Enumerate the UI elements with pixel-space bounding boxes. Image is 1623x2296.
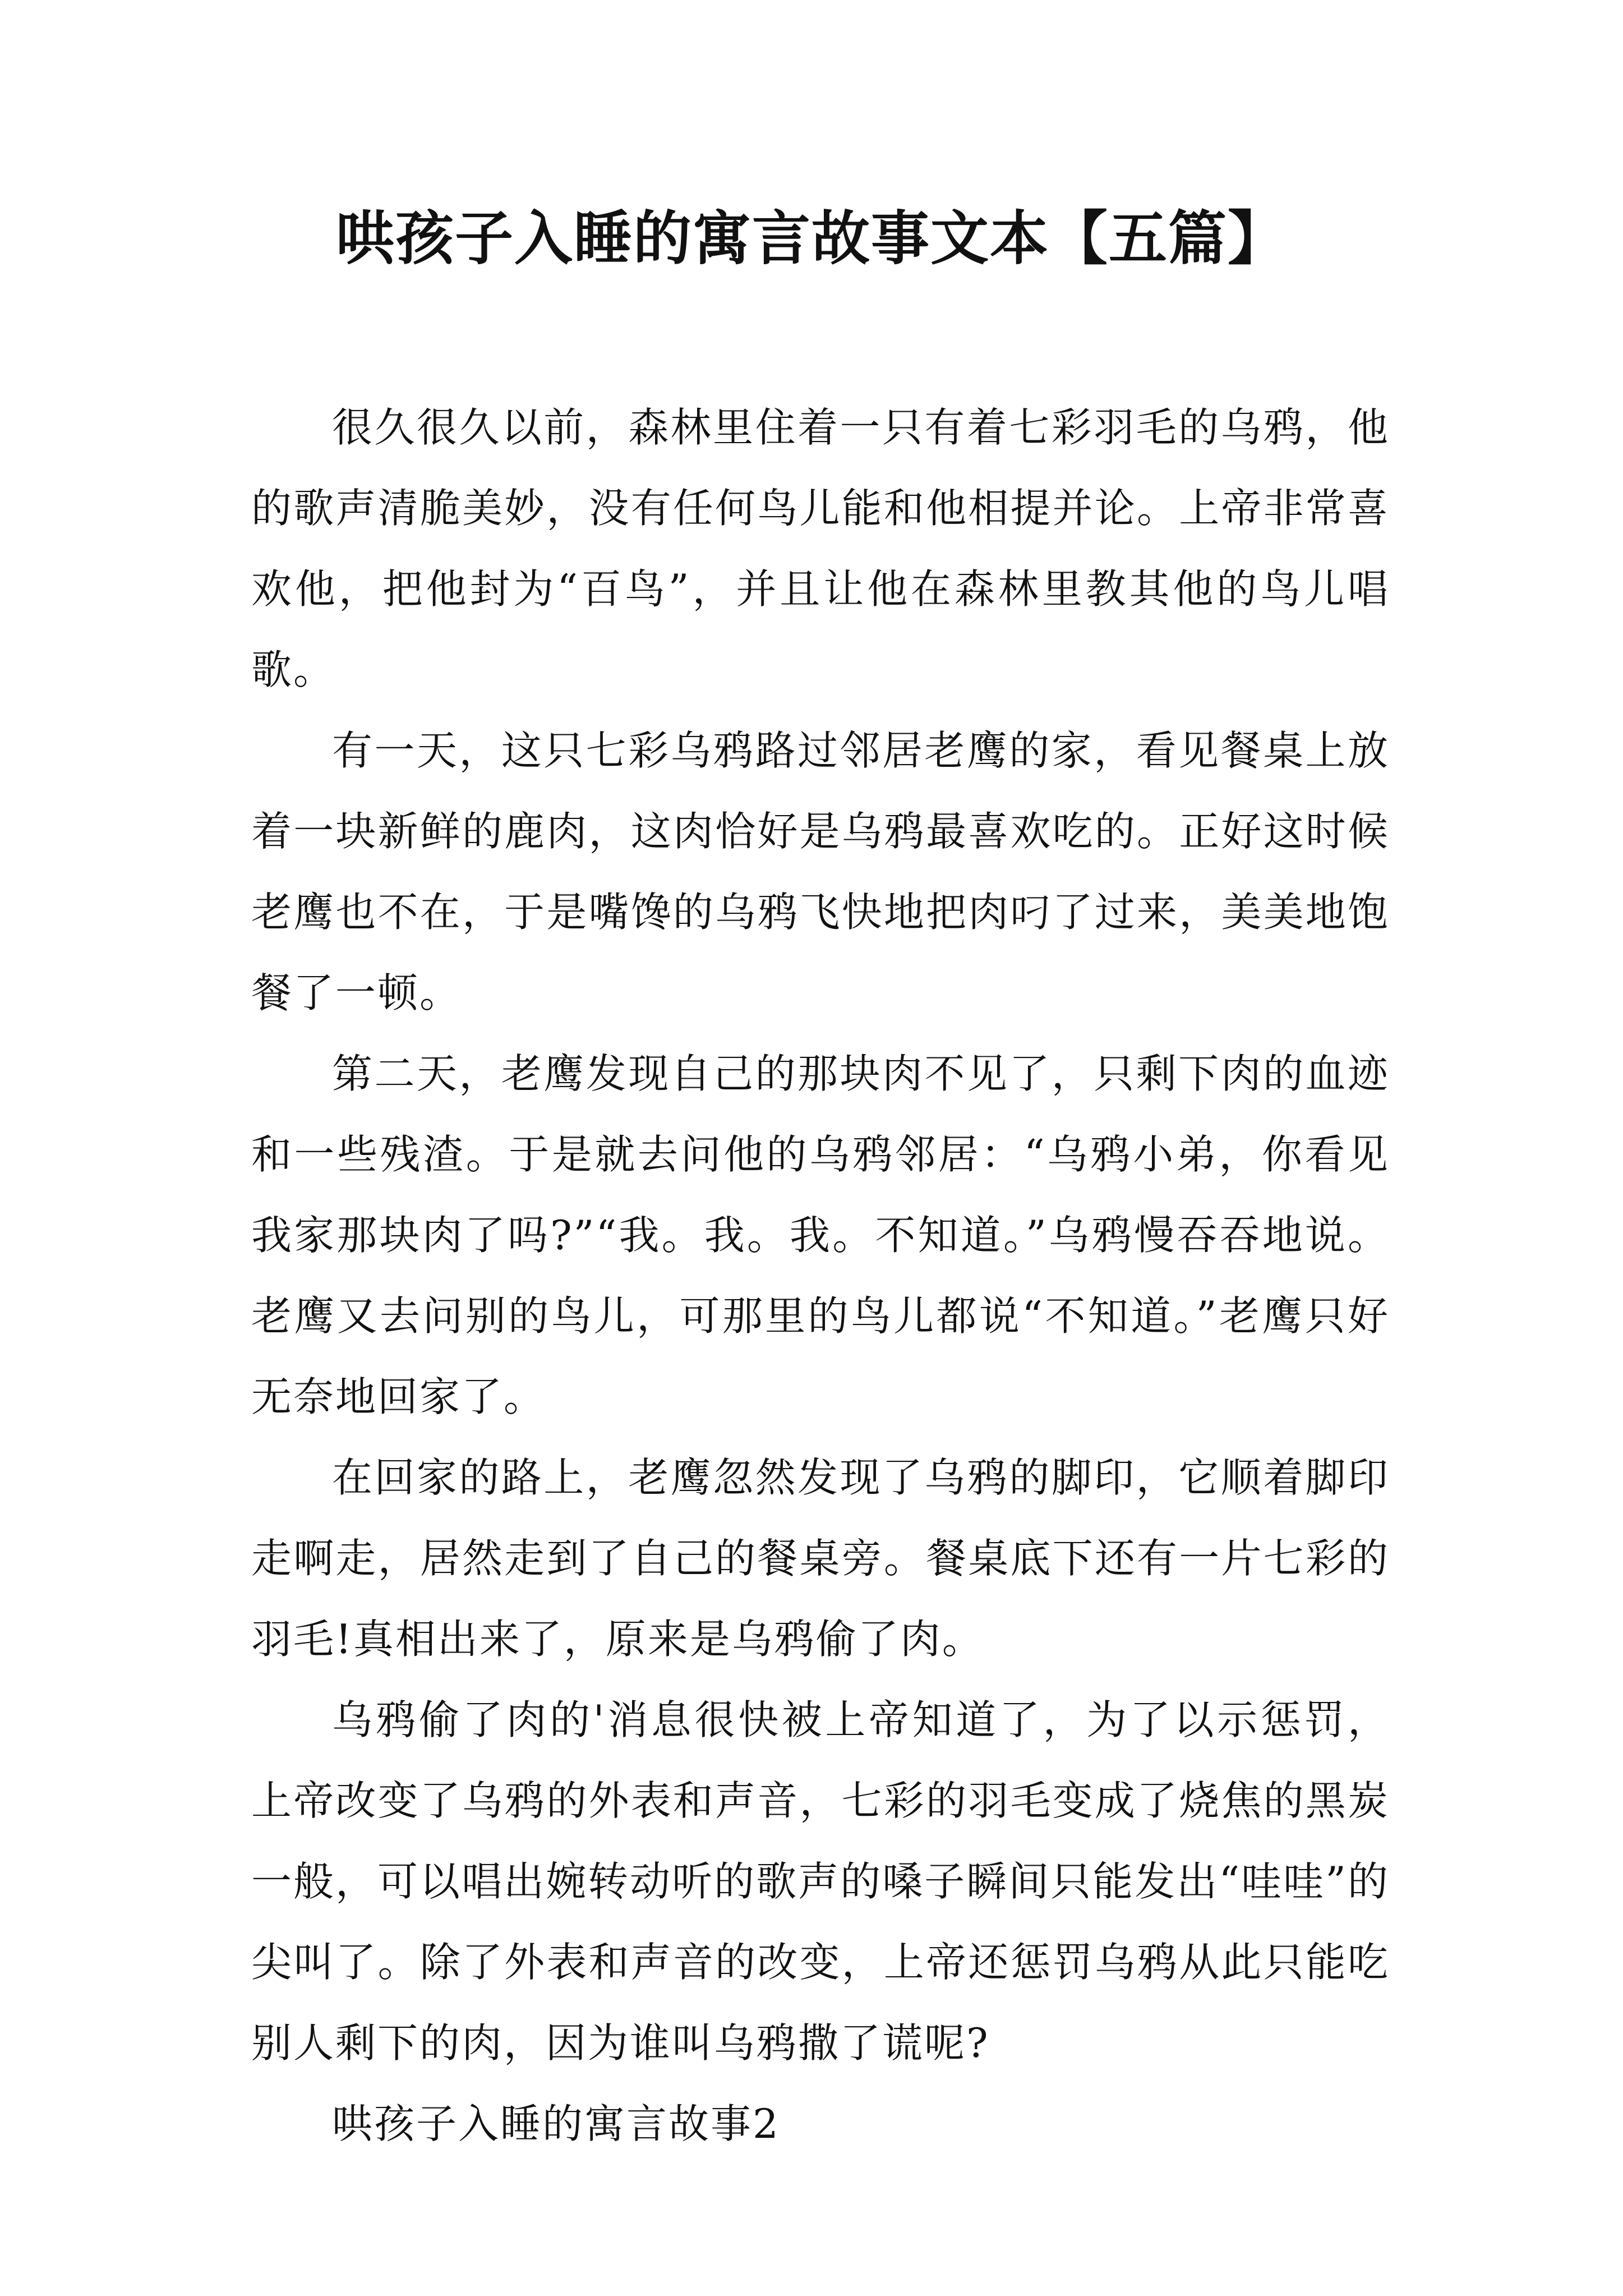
document-body — [251, 387, 1390, 2164]
paragraph-4: 在回家的路上，老鹰忽然发现了乌鸦的脚印，它顺着脚印走啊走，居然走到了自己的餐桌旁。餐桌底下还有一片七彩的羽毛!真相出来了，原来是乌鸦偷了肉。 — [251, 1454, 1390, 1663]
section-heading-story-2: 哄孩子入睡的寓言故事2 — [332, 2100, 780, 2147]
document-title: 哄孩子入睡的寓言故事文本【五篇】 — [335, 204, 1287, 273]
paragraph-2: 有一天，这只七彩乌鸦路过邻居老鹰的家，看见餐桌上放着一块新鲜的鹿肉，这肉恰好是乌鸦最喜欢吃的。正好这时候老鹰也不在，于是嘴馋的乌鸦飞快地把肉叼了过来，美美地饱餐了一顿。 — [251, 727, 1390, 1016]
paragraph-1: 很久很久以前，森林里住着一只有着七彩羽毛的乌鸦，他的歌声清脆美妙，没有任何鸟儿能和他相提并论。上帝非常喜欢他，把他封为“百鸟”，并且让他在森林里教其他的鸟儿唱歌。 — [251, 404, 1390, 693]
paragraph-3: 第二天，老鹰发现自己的那块肉不见了，只剩下肉的血迹和一些残渣。于是就去问他的乌鸦邻居：“乌鸦小弟，你看见我家那块肉了吗?”“我。我。我。不知道。”乌鸦慢吞吞地说。老鹰又去问别的鸟儿，可那里的鸟儿都说“不知道。”老鹰只好无奈地回家了。 — [251, 1050, 1390, 1420]
paragraph-5: 乌鸦偷了肉的'消息很快被上帝知道了，为了以示惩罚，上帝改变了乌鸦的外表和声音，七彩的羽毛变成了烧焦的黑炭一般，可以唱出婉转动听的歌声的嗓子瞬间只能发出“哇哇”的尖叫了。除了外表和声音的改变，上帝还惩罚乌鸦从此只能吃别人剩下的肉，因为谁叫乌鸦撒了谎呢? — [251, 1696, 1390, 2067]
